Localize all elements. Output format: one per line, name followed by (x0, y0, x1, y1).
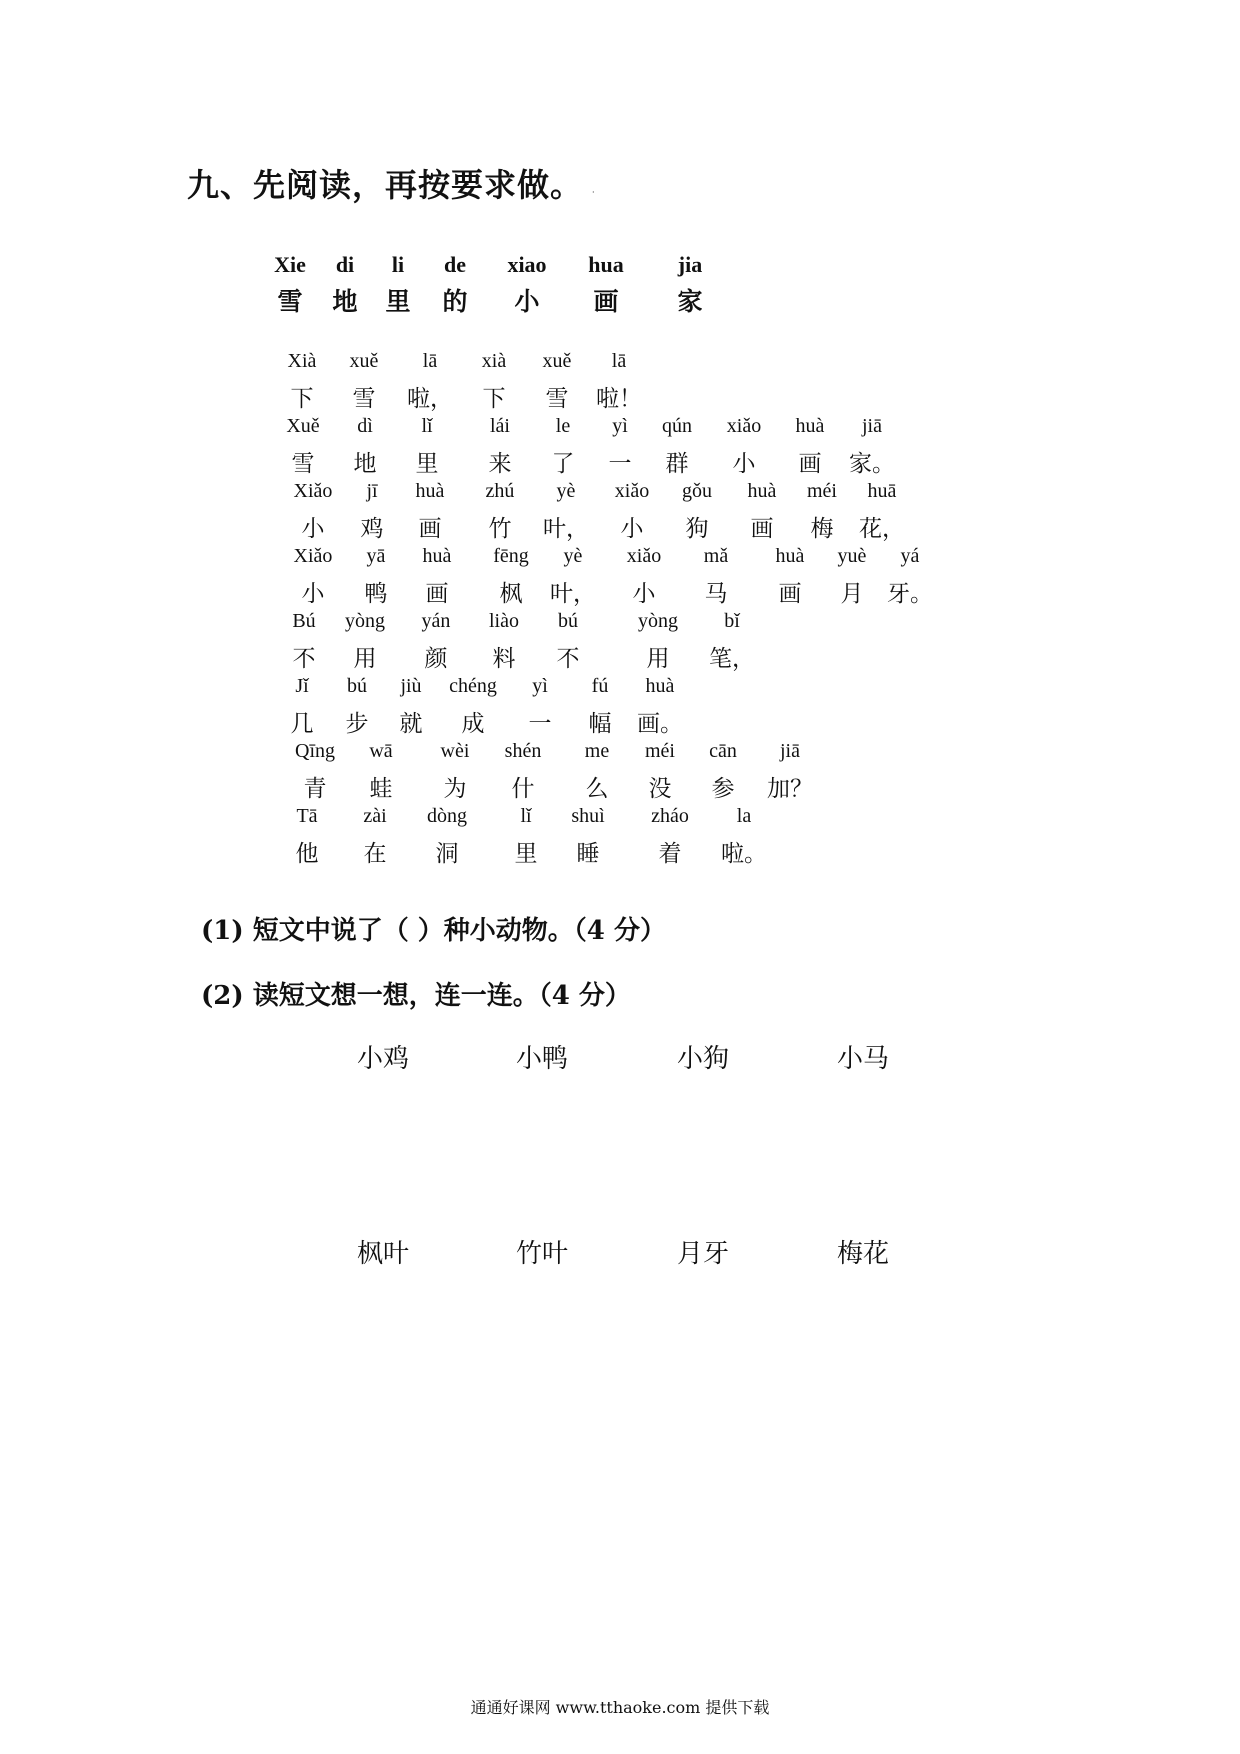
line-char: 什 (511, 776, 535, 802)
line-char: 啦， (407, 386, 453, 412)
section-title: 九、先阅读，再按要求做。 (187, 166, 584, 204)
title-pinyin: li (391, 252, 405, 277)
line-char: 在 (363, 841, 387, 867)
line-char: 牙。 (887, 581, 933, 607)
line-char: 不 (292, 646, 316, 672)
title-char: 家 (677, 287, 703, 316)
line-char: 颜 (424, 646, 448, 672)
match-animal[interactable]: 小狗 (676, 1044, 730, 1074)
title-pinyin: di (335, 252, 355, 277)
line-pinyin: shuì (571, 805, 605, 827)
line-char: 雪 (352, 386, 376, 412)
line-char: 笔， (709, 646, 755, 672)
line-pinyin: shén (504, 740, 542, 762)
title-pinyin: de (444, 252, 466, 277)
line-pinyin: zài (363, 805, 387, 827)
line-pinyin: jiā (780, 740, 800, 762)
title-pinyin: xiao (507, 252, 547, 277)
title-char: 画 (593, 287, 619, 316)
line-pinyin: bú (558, 610, 578, 632)
line-pinyin: lā (422, 350, 438, 372)
line-char: 梅 (810, 516, 834, 542)
line-pinyin: jī (366, 480, 378, 502)
line-char: 画 (418, 516, 442, 542)
line-char: 就 (399, 711, 423, 737)
line-char: 为 (443, 776, 467, 802)
line-char: 枫 (499, 581, 523, 607)
line-char: 叶， (543, 516, 589, 542)
line-char: 着 (658, 841, 682, 867)
line-pinyin: cān (709, 740, 737, 762)
line-pinyin: zhú (485, 480, 515, 502)
line-pinyin: xuě (349, 350, 379, 372)
line-char: 家。 (849, 451, 895, 477)
line-char: 加？ (767, 776, 813, 802)
line-pinyin: xià (481, 350, 507, 372)
line-char: 料 (492, 646, 516, 672)
title-pinyin: Xie (274, 252, 306, 277)
line-char: 叶， (550, 581, 596, 607)
line-char: 小 (301, 581, 325, 607)
line-pinyin: Xiǎo (293, 545, 333, 567)
line-pinyin: huà (775, 545, 805, 567)
line-char: 下 (482, 386, 506, 412)
line-pinyin: huā (867, 480, 897, 502)
title-char: 的 (442, 287, 468, 316)
line-pinyin: yòng (638, 610, 678, 632)
line-pinyin: lǐ (520, 805, 532, 827)
line-pinyin: liào (489, 610, 519, 632)
line-pinyin: yì (612, 415, 628, 437)
line-char: 么 (585, 776, 609, 802)
line-pinyin: qún (662, 415, 692, 437)
line-pinyin: yòng (345, 610, 385, 632)
line-pinyin: xiǎo (726, 415, 762, 437)
line-pinyin: xuě (542, 350, 572, 372)
line-char: 画 (778, 581, 802, 607)
line-char: 洞 (435, 841, 459, 867)
line-char: 群 (665, 451, 689, 477)
title-char: 里 (385, 287, 411, 316)
line-pinyin: xiǎo (614, 480, 650, 502)
line-char: 一 (528, 711, 552, 737)
match-drawing[interactable]: 枫叶 (356, 1239, 410, 1269)
line-char: 青 (303, 776, 327, 802)
line-char: 蛙 (369, 776, 393, 802)
line-pinyin: lā (611, 350, 627, 372)
line-pinyin: la (736, 805, 752, 827)
stray-mark: · (592, 188, 595, 197)
line-pinyin: huà (645, 675, 675, 697)
line-pinyin: huà (747, 480, 777, 502)
line-pinyin: bú (347, 675, 367, 697)
line-char: 啦！ (596, 386, 642, 412)
title-pinyin: hua (588, 252, 624, 277)
title-pinyin: jia (677, 252, 703, 277)
line-char: 地 (353, 451, 377, 477)
line-char: 来 (488, 451, 512, 477)
line-char: 了 (551, 451, 575, 477)
line-pinyin: yá (900, 545, 920, 567)
line-char: 步 (345, 711, 369, 737)
line-pinyin: Xià (287, 350, 317, 372)
line-pinyin: yán (421, 610, 451, 632)
line-char: 小 (301, 516, 325, 542)
line-char: 啦。 (721, 841, 767, 867)
line-char: 幅 (588, 711, 612, 737)
line-char: 不 (556, 646, 580, 672)
line-pinyin: wā (369, 740, 393, 762)
line-pinyin: yā (366, 545, 386, 567)
title-char: 地 (332, 287, 358, 316)
line-char: 没 (648, 776, 672, 802)
line-char: 竹 (488, 516, 512, 542)
line-char: 雪 (545, 386, 569, 412)
title-char: 雪 (277, 287, 303, 316)
line-pinyin: méi (645, 740, 675, 762)
line-pinyin: me (584, 740, 610, 762)
line-char: 用 (646, 646, 670, 672)
line-char: 雪 (291, 451, 315, 477)
line-char: 画。 (637, 711, 683, 737)
line-char: 鸡 (360, 516, 384, 542)
line-pinyin: huà (795, 415, 825, 437)
question-2: (2) 读短文想一想，连一连。（4 分） (201, 981, 631, 1011)
line-pinyin: jiù (400, 675, 422, 697)
line-pinyin: yè (556, 480, 576, 502)
line-char: 成 (461, 711, 485, 737)
line-pinyin: Bú (292, 610, 316, 632)
line-pinyin: dì (357, 415, 373, 437)
line-pinyin: fú (591, 675, 609, 697)
match-animal[interactable]: 小鸭 (515, 1044, 569, 1074)
line-char: 马 (704, 581, 728, 607)
line-char: 参 (711, 776, 735, 802)
line-pinyin: lǐ (421, 415, 433, 437)
line-char: 睡 (576, 841, 600, 867)
line-char: 狗 (685, 516, 709, 542)
line-char: 下 (290, 386, 314, 412)
line-char: 一 (608, 451, 632, 477)
line-char: 鸭 (364, 581, 388, 607)
line-char: 他 (295, 841, 319, 867)
line-char: 画 (798, 451, 822, 477)
line-pinyin: mǎ (703, 545, 729, 567)
line-pinyin: yuè (837, 545, 867, 567)
line-pinyin: méi (807, 480, 837, 502)
line-char: 月 (840, 581, 864, 607)
line-pinyin: chéng (449, 675, 497, 697)
line-char: 画 (425, 581, 449, 607)
line-pinyin: fēng (493, 545, 529, 567)
line-pinyin: wèi (440, 740, 470, 762)
line-pinyin: Xuě (286, 415, 320, 437)
question-1: (1) 短文中说了（ ）种小动物。（4 分） (201, 916, 666, 946)
line-pinyin: yè (563, 545, 583, 567)
line-pinyin: Qīng (295, 740, 335, 762)
match-drawing[interactable]: 竹叶 (515, 1239, 569, 1269)
line-pinyin: Tā (296, 805, 318, 827)
line-char: 花， (859, 516, 905, 542)
line-pinyin: Xiǎo (293, 480, 333, 502)
line-pinyin: bǐ (724, 610, 740, 632)
match-drawing[interactable]: 梅花 (836, 1239, 890, 1269)
line-pinyin: yì (532, 675, 548, 697)
line-char: 里 (415, 451, 439, 477)
line-pinyin: huà (422, 545, 452, 567)
match-animal[interactable]: 小马 (836, 1044, 890, 1074)
line-pinyin: gǒu (682, 480, 712, 502)
line-pinyin: dòng (427, 805, 467, 827)
line-char: 里 (514, 841, 538, 867)
match-animal[interactable]: 小鸡 (356, 1044, 410, 1074)
line-char: 小 (732, 451, 756, 477)
match-drawing[interactable]: 月牙 (676, 1239, 730, 1269)
footer-credit: 通通好课网 www.tthaoke.com 提供下载 (470, 1698, 770, 1717)
line-pinyin: huà (415, 480, 445, 502)
line-pinyin: lái (490, 415, 510, 437)
line-char: 小 (620, 516, 644, 542)
line-char: 几 (290, 711, 314, 737)
line-pinyin: Jǐ (295, 675, 309, 697)
line-char: 小 (632, 581, 656, 607)
line-pinyin: le (555, 415, 571, 437)
title-char: 小 (514, 287, 540, 316)
line-pinyin: zháo (651, 805, 689, 827)
line-pinyin: xiǎo (626, 545, 662, 567)
line-char: 用 (353, 646, 377, 672)
line-char: 画 (750, 516, 774, 542)
line-pinyin: jiā (862, 415, 882, 437)
